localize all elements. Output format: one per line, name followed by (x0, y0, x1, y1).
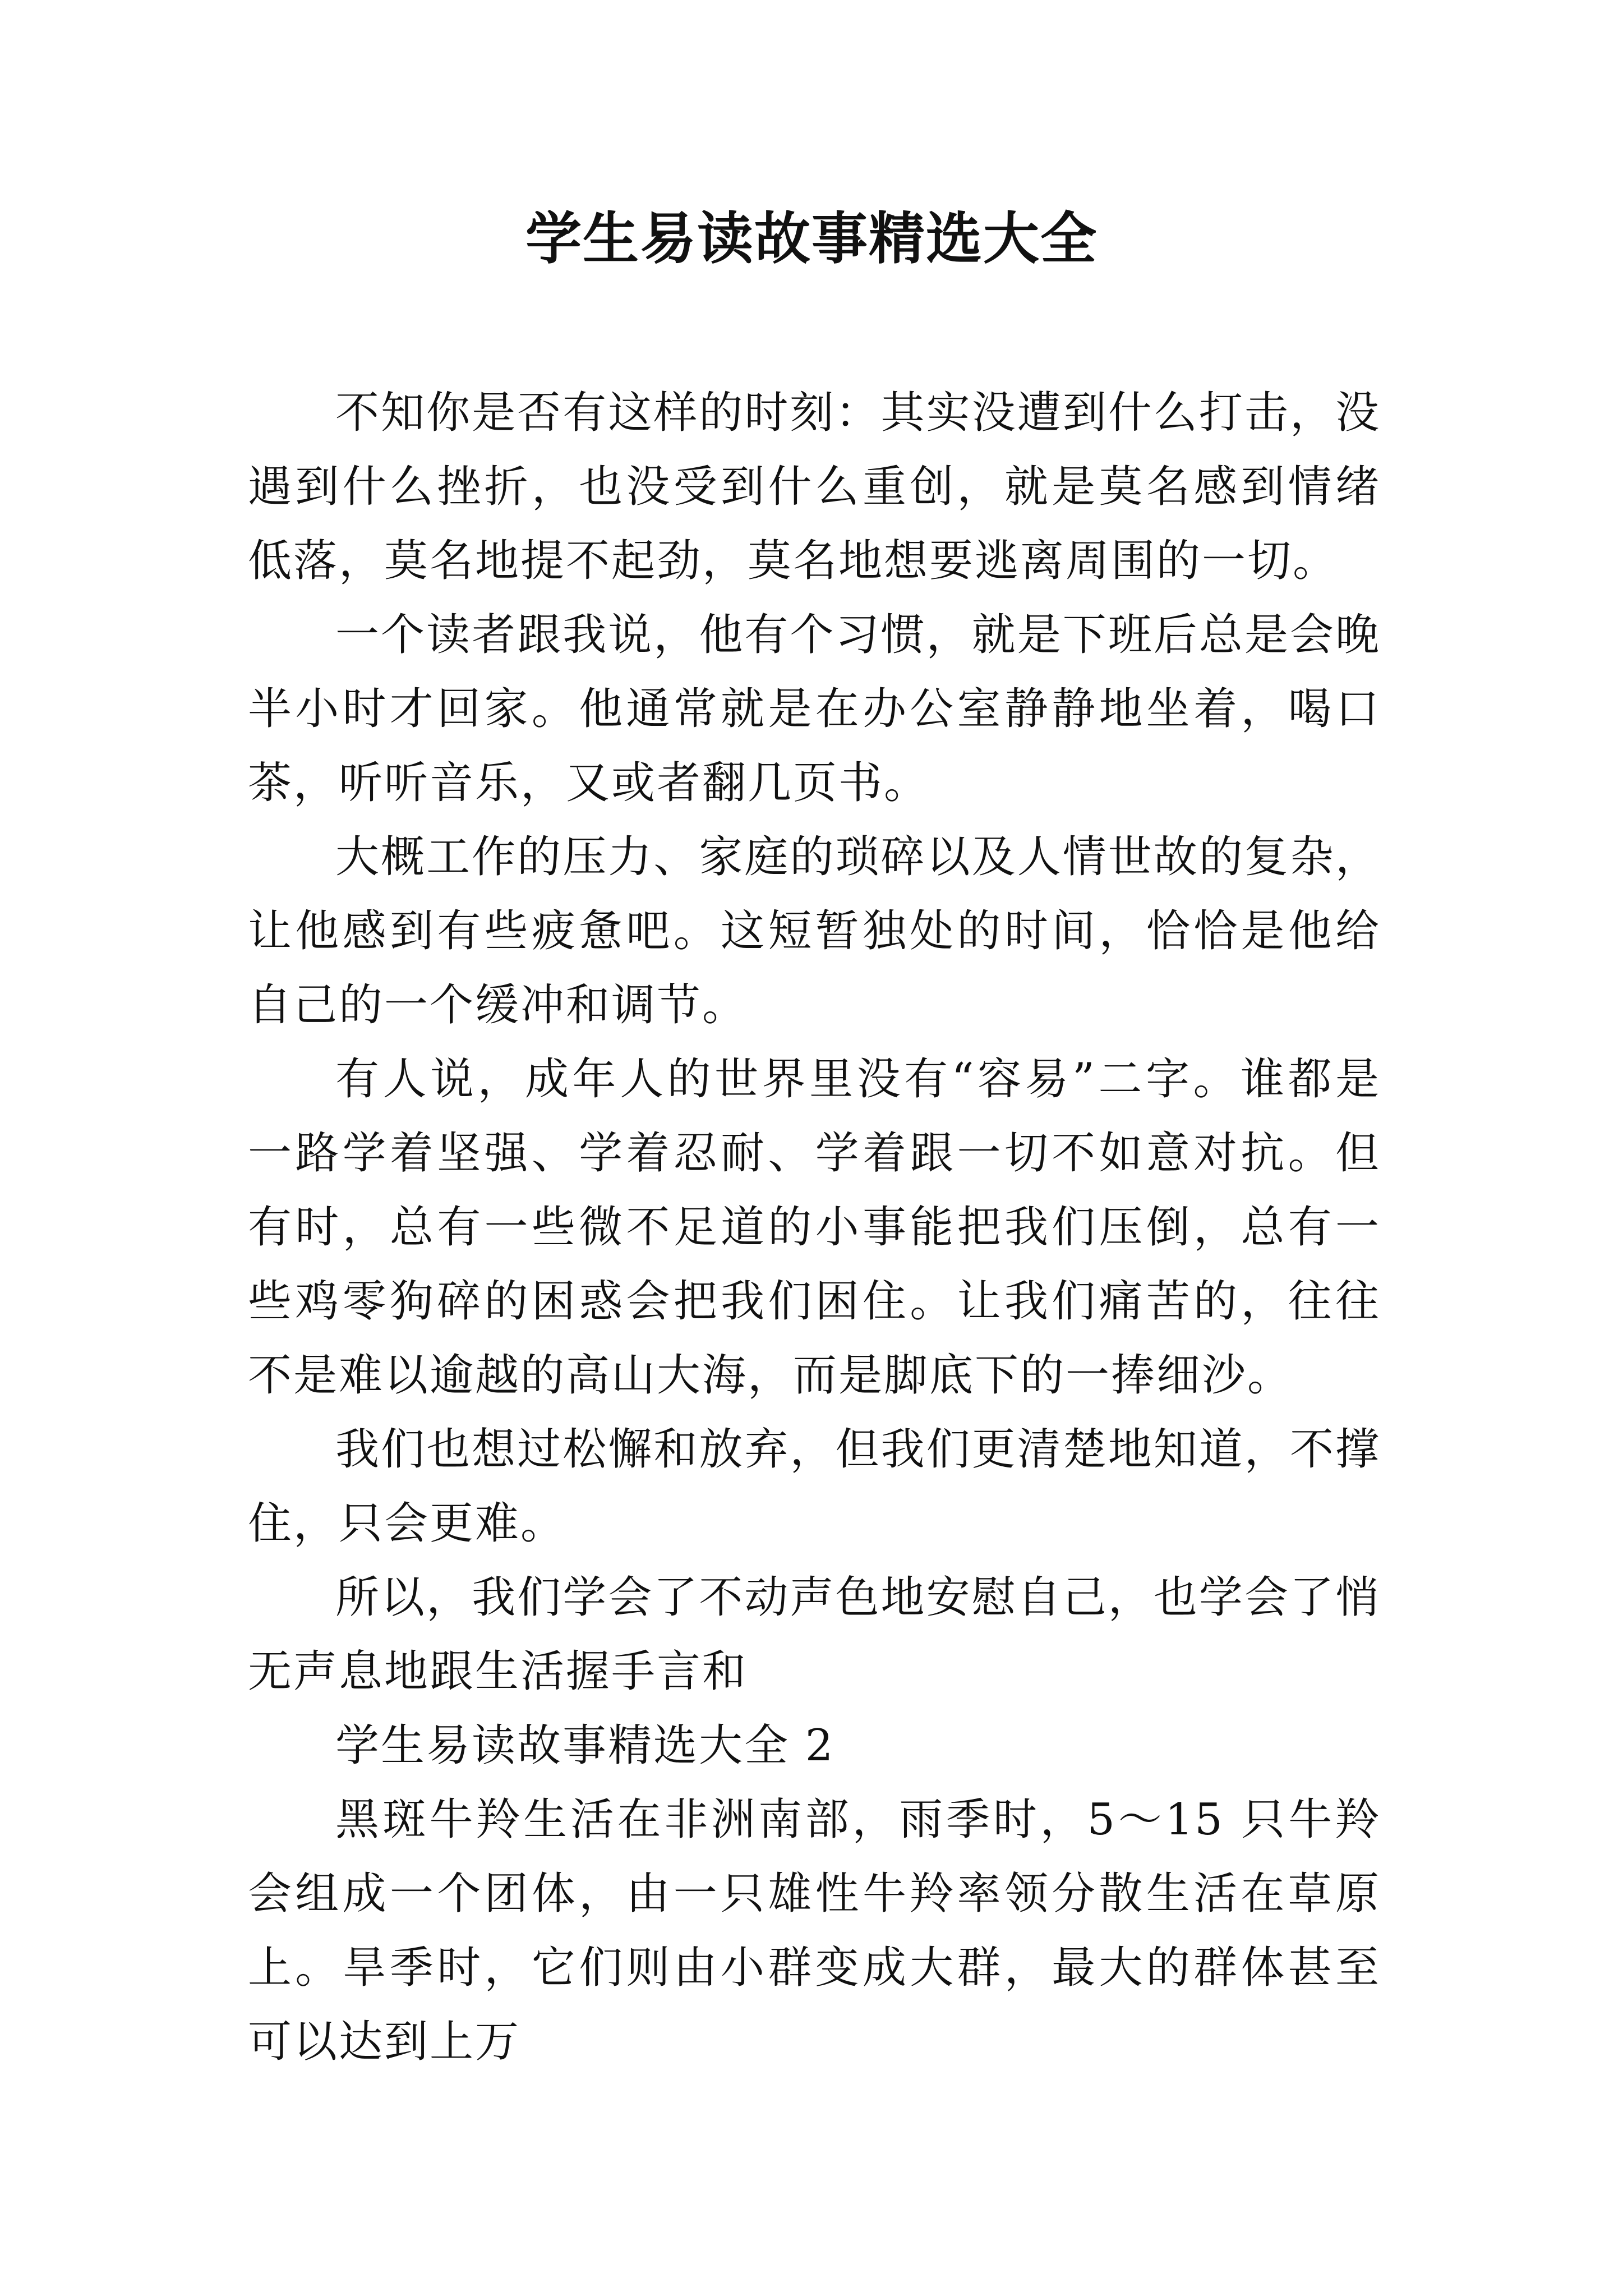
section-heading: 学生易读故事精选大全 2 (335, 1720, 835, 1771)
paragraph: 所以，我们学会了不动声色地安慰自己，也学会了悄无声息地跟生活握手言和 (248, 1572, 1381, 1697)
document-body (248, 376, 1381, 2079)
paragraph: 有人说，成年人的世界里没有“容易”二字。谁都是一路学着坚强、学着忍耐、学着跟一切不如意对抗。但有时，总有一些微不足道的小事能把我们压倒，总有一些鸡零狗碎的困惑会把我们困住。让我们痛苦的，往往不是难以逾越的高山大海，而是脚底下的一捧细沙。 (248, 1054, 1381, 1401)
document-title: 学生易读故事精选大全 (525, 205, 1098, 272)
paragraph: 我们也想过松懈和放弃，但我们更清楚地知道，不撑住，只会更难。 (248, 1424, 1381, 1549)
paragraph: 黑斑牛羚生活在非洲南部，雨季时，5～15 只牛羚会组成一个团体，由一只雄性牛羚率领分散生活在草原上。旱季时，它们则由小群变成大群，最大的群体甚至可以达到上万 (248, 1795, 1381, 2067)
paragraph: 不知你是否有这样的时刻：其实没遭到什么打击，没遇到什么挫折，也没受到什么重创，就是莫名感到情绪低落，莫名地提不起劲，莫名地想要逃离周围的一切。 (248, 388, 1381, 586)
paragraph: 大概工作的压力、家庭的琐碎以及人情世故的复杂，让他感到有些疲惫吧。这短暂独处的时间，恰恰是他给自己的一个缓冲和调节。 (248, 832, 1381, 1030)
paragraph: 一个读者跟我说，他有个习惯，就是下班后总是会晚半小时才回家。他通常就是在办公室静静地坐着，喝口茶，听听音乐，又或者翻几页书。 (248, 610, 1381, 808)
